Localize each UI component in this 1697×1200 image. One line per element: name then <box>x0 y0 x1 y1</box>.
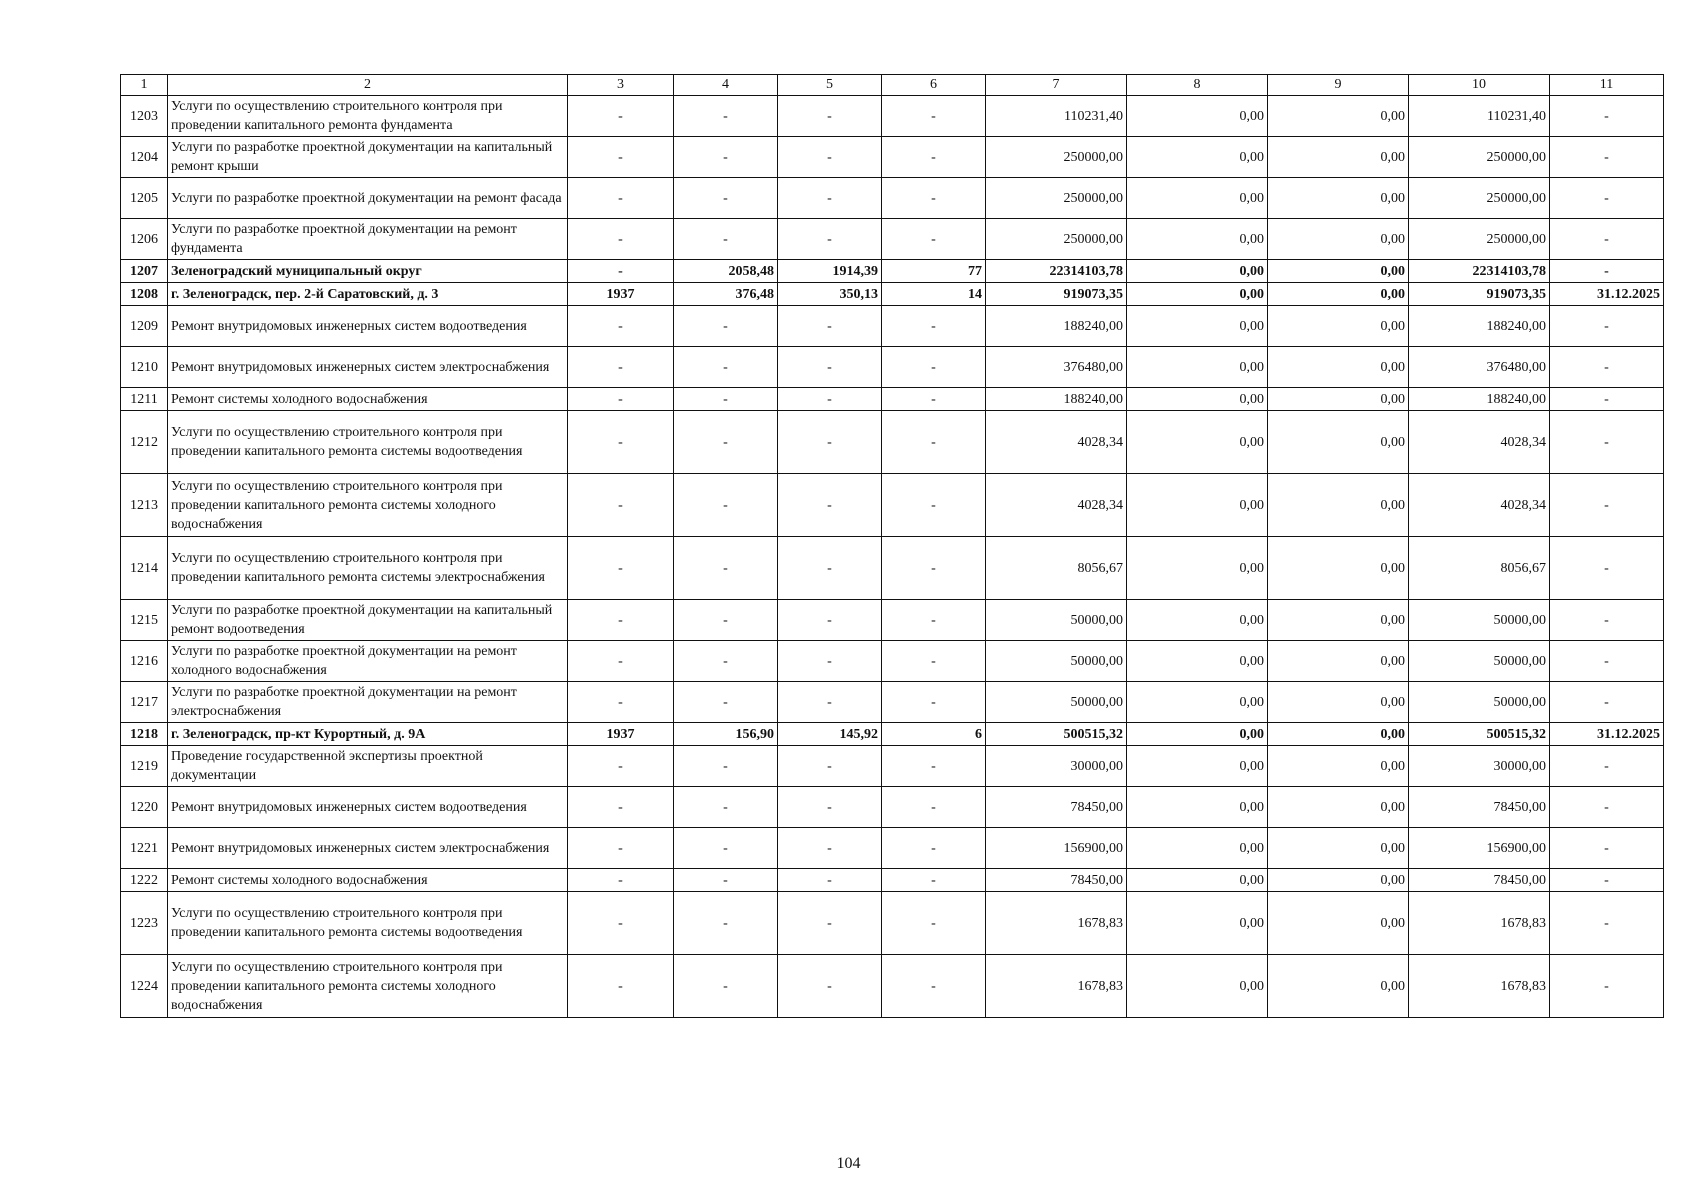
residents-count-cell: - <box>882 474 986 537</box>
living-area-cell: 350,13 <box>778 283 882 306</box>
living-area-cell: - <box>778 828 882 869</box>
fund-cost-cell: 0,00 <box>1127 474 1268 537</box>
budget-cost-cell: 0,00 <box>1268 723 1409 746</box>
residents-count-cell: - <box>882 219 986 260</box>
living-area-cell: - <box>778 600 882 641</box>
year-built-cell: - <box>568 955 674 1018</box>
column-header: 8 <box>1127 75 1268 96</box>
table-row <box>121 537 1664 600</box>
fund-cost-cell: 0,00 <box>1127 347 1268 388</box>
living-area-cell: - <box>778 96 882 137</box>
total-cost-cell: 8056,67 <box>986 537 1127 600</box>
owners-cost-cell: 919073,35 <box>1409 283 1550 306</box>
total-cost-cell: 500515,32 <box>986 723 1127 746</box>
living-area-cell: - <box>778 746 882 787</box>
year-built-cell: 1937 <box>568 283 674 306</box>
living-area-cell: - <box>778 869 882 892</box>
fund-cost-cell: 0,00 <box>1127 96 1268 137</box>
living-area-cell: - <box>778 641 882 682</box>
completion-date-cell: - <box>1550 600 1664 641</box>
item-name-cell: Ремонт внутридомовых инженерных систем водоотведения <box>168 306 568 347</box>
item-name-cell: Услуги по осуществлению строительного контроля при проведении капитального ремонта системы холодного водоснабжения <box>168 955 568 1018</box>
total-cost-cell: 250000,00 <box>986 178 1127 219</box>
table-row <box>121 787 1664 828</box>
column-header: 11 <box>1550 75 1664 96</box>
total-area-cell: - <box>674 828 778 869</box>
year-built-cell: - <box>568 260 674 283</box>
table-row <box>121 137 1664 178</box>
column-header: 2 <box>168 75 568 96</box>
budget-cost-cell: 0,00 <box>1268 178 1409 219</box>
fund-cost-cell: 0,00 <box>1127 537 1268 600</box>
budget-cost-cell: 0,00 <box>1268 537 1409 600</box>
item-name-cell: Ремонт системы холодного водоснабжения <box>168 388 568 411</box>
total-cost-cell: 250000,00 <box>986 219 1127 260</box>
owners-cost-cell: 250000,00 <box>1409 219 1550 260</box>
total-area-cell: - <box>674 137 778 178</box>
row-number-cell: 1217 <box>121 682 168 723</box>
budget-cost-cell: 0,00 <box>1268 869 1409 892</box>
row-number-cell: 1216 <box>121 641 168 682</box>
fund-cost-cell: 0,00 <box>1127 869 1268 892</box>
row-number-cell: 1209 <box>121 306 168 347</box>
row-number-cell: 1213 <box>121 474 168 537</box>
column-header: 6 <box>882 75 986 96</box>
item-name-cell: Услуги по разработке проектной документации на ремонт холодного водоснабжения <box>168 641 568 682</box>
total-cost-cell: 50000,00 <box>986 682 1127 723</box>
row-number-cell: 1204 <box>121 137 168 178</box>
budget-cost-cell: 0,00 <box>1268 600 1409 641</box>
total-area-cell: - <box>674 955 778 1018</box>
year-built-cell: - <box>568 388 674 411</box>
fund-cost-cell: 0,00 <box>1127 388 1268 411</box>
total-cost-cell: 50000,00 <box>986 600 1127 641</box>
completion-date-cell: - <box>1550 682 1664 723</box>
owners-cost-cell: 188240,00 <box>1409 306 1550 347</box>
total-area-cell: - <box>674 219 778 260</box>
completion-date-cell: - <box>1550 388 1664 411</box>
completion-date-cell: - <box>1550 787 1664 828</box>
owners-cost-cell: 250000,00 <box>1409 137 1550 178</box>
fund-cost-cell: 0,00 <box>1127 641 1268 682</box>
fund-cost-cell: 0,00 <box>1127 260 1268 283</box>
total-area-cell: - <box>674 347 778 388</box>
item-name-cell: Проведение государственной экспертизы проектной документации <box>168 746 568 787</box>
living-area-cell: - <box>778 137 882 178</box>
owners-cost-cell: 4028,34 <box>1409 474 1550 537</box>
year-built-cell: - <box>568 537 674 600</box>
owners-cost-cell: 78450,00 <box>1409 869 1550 892</box>
residents-count-cell: - <box>882 178 986 219</box>
table-row <box>121 388 1664 411</box>
budget-cost-cell: 0,00 <box>1268 787 1409 828</box>
row-number-cell: 1214 <box>121 537 168 600</box>
completion-date-cell: - <box>1550 96 1664 137</box>
budget-cost-cell: 0,00 <box>1268 682 1409 723</box>
completion-date-cell: - <box>1550 955 1664 1018</box>
total-cost-cell: 188240,00 <box>986 306 1127 347</box>
column-number-header-row <box>121 75 1664 96</box>
living-area-cell: 145,92 <box>778 723 882 746</box>
living-area-cell: - <box>778 892 882 955</box>
table-row <box>121 869 1664 892</box>
table-row <box>121 641 1664 682</box>
total-cost-cell: 188240,00 <box>986 388 1127 411</box>
year-built-cell: - <box>568 787 674 828</box>
owners-cost-cell: 156900,00 <box>1409 828 1550 869</box>
completion-date-cell: - <box>1550 892 1664 955</box>
year-built-cell: - <box>568 746 674 787</box>
table-row <box>121 178 1664 219</box>
page-number: 104 <box>836 1155 861 1172</box>
fund-cost-cell: 0,00 <box>1127 178 1268 219</box>
year-built-cell: - <box>568 347 674 388</box>
table-row <box>121 892 1664 955</box>
item-name-cell: Зеленоградский муниципальный округ <box>168 260 568 283</box>
year-built-cell: - <box>568 474 674 537</box>
living-area-cell: - <box>778 347 882 388</box>
budget-cost-cell: 0,00 <box>1268 892 1409 955</box>
budget-cost-cell: 0,00 <box>1268 137 1409 178</box>
total-cost-cell: 250000,00 <box>986 137 1127 178</box>
row-number-cell: 1205 <box>121 178 168 219</box>
row-number-cell: 1223 <box>121 892 168 955</box>
row-number-cell: 1208 <box>121 283 168 306</box>
total-cost-cell: 376480,00 <box>986 347 1127 388</box>
total-area-cell: - <box>674 892 778 955</box>
completion-date-cell: - <box>1550 869 1664 892</box>
table-body <box>121 96 1664 1018</box>
owners-cost-cell: 1678,83 <box>1409 955 1550 1018</box>
item-name-cell: Ремонт внутридомовых инженерных систем электроснабжения <box>168 828 568 869</box>
owners-cost-cell: 250000,00 <box>1409 178 1550 219</box>
owners-cost-cell: 8056,67 <box>1409 537 1550 600</box>
total-area-cell: - <box>674 388 778 411</box>
column-header: 9 <box>1268 75 1409 96</box>
budget-cost-cell: 0,00 <box>1268 474 1409 537</box>
budget-cost-cell: 0,00 <box>1268 955 1409 1018</box>
row-number-cell: 1220 <box>121 787 168 828</box>
budget-cost-cell: 0,00 <box>1268 283 1409 306</box>
living-area-cell: - <box>778 178 882 219</box>
fund-cost-cell: 0,00 <box>1127 746 1268 787</box>
residents-count-cell: - <box>882 828 986 869</box>
row-number-cell: 1221 <box>121 828 168 869</box>
fund-cost-cell: 0,00 <box>1127 723 1268 746</box>
table-row <box>121 283 1664 306</box>
residents-count-cell: - <box>882 411 986 474</box>
residents-count-cell: - <box>882 347 986 388</box>
item-name-cell: Услуги по разработке проектной документации на ремонт фундамента <box>168 219 568 260</box>
fund-cost-cell: 0,00 <box>1127 411 1268 474</box>
fund-cost-cell: 0,00 <box>1127 682 1268 723</box>
item-name-cell: Услуги по осуществлению строительного контроля при проведении капитального ремонта системы водоотведения <box>168 892 568 955</box>
residents-count-cell: 14 <box>882 283 986 306</box>
residents-count-cell: - <box>882 892 986 955</box>
completion-date-cell: - <box>1550 178 1664 219</box>
residents-count-cell: - <box>882 955 986 1018</box>
budget-cost-cell: 0,00 <box>1268 828 1409 869</box>
fund-cost-cell: 0,00 <box>1127 600 1268 641</box>
table-row <box>121 347 1664 388</box>
total-cost-cell: 1678,83 <box>986 955 1127 1018</box>
year-built-cell: - <box>568 641 674 682</box>
living-area-cell: - <box>778 411 882 474</box>
item-name-cell: Услуги по осуществлению строительного контроля при проведении капитального ремонта фундамента <box>168 96 568 137</box>
table-row <box>121 219 1664 260</box>
fund-cost-cell: 0,00 <box>1127 283 1268 306</box>
row-number-cell: 1203 <box>121 96 168 137</box>
total-area-cell: 156,90 <box>674 723 778 746</box>
total-area-cell: - <box>674 537 778 600</box>
residents-count-cell: - <box>882 869 986 892</box>
item-name-cell: Ремонт внутридомовых инженерных систем электроснабжения <box>168 347 568 388</box>
table-row <box>121 746 1664 787</box>
column-header: 1 <box>121 75 168 96</box>
residents-count-cell: - <box>882 746 986 787</box>
total-area-cell: - <box>674 306 778 347</box>
table-row <box>121 260 1664 283</box>
completion-date-cell: 31.12.2025 <box>1550 283 1664 306</box>
fund-cost-cell: 0,00 <box>1127 787 1268 828</box>
residents-count-cell: - <box>882 137 986 178</box>
total-cost-cell: 78450,00 <box>986 869 1127 892</box>
year-built-cell: - <box>568 411 674 474</box>
total-cost-cell: 4028,34 <box>986 474 1127 537</box>
budget-cost-cell: 0,00 <box>1268 641 1409 682</box>
living-area-cell: - <box>778 682 882 723</box>
table-row <box>121 682 1664 723</box>
residents-count-cell: - <box>882 600 986 641</box>
total-area-cell: - <box>674 411 778 474</box>
budget-cost-cell: 0,00 <box>1268 347 1409 388</box>
row-number-cell: 1215 <box>121 600 168 641</box>
living-area-cell: - <box>778 219 882 260</box>
budget-cost-cell: 0,00 <box>1268 260 1409 283</box>
fund-cost-cell: 0,00 <box>1127 892 1268 955</box>
living-area-cell: - <box>778 537 882 600</box>
total-area-cell: 2058,48 <box>674 260 778 283</box>
year-built-cell: - <box>568 682 674 723</box>
completion-date-cell: - <box>1550 137 1664 178</box>
residents-count-cell: - <box>882 641 986 682</box>
year-built-cell: - <box>568 137 674 178</box>
total-cost-cell: 78450,00 <box>986 787 1127 828</box>
year-built-cell: - <box>568 219 674 260</box>
item-name-cell: Услуги по осуществлению строительного контроля при проведении капитального ремонта системы водоотведения <box>168 411 568 474</box>
total-cost-cell: 156900,00 <box>986 828 1127 869</box>
total-cost-cell: 30000,00 <box>986 746 1127 787</box>
budget-cost-cell: 0,00 <box>1268 96 1409 137</box>
row-number-cell: 1211 <box>121 388 168 411</box>
table-row <box>121 828 1664 869</box>
item-name-cell: г. Зеленоградск, пер. 2-й Саратовский, д. 3 <box>168 283 568 306</box>
item-name-cell: г. Зеленоградск, пр-кт Курортный, д. 9А <box>168 723 568 746</box>
year-built-cell: - <box>568 306 674 347</box>
item-name-cell: Услуги по разработке проектной документации на ремонт фасада <box>168 178 568 219</box>
year-built-cell: - <box>568 828 674 869</box>
budget-cost-cell: 0,00 <box>1268 388 1409 411</box>
completion-date-cell: - <box>1550 537 1664 600</box>
row-number-cell: 1218 <box>121 723 168 746</box>
total-area-cell: 376,48 <box>674 283 778 306</box>
owners-cost-cell: 22314103,78 <box>1409 260 1550 283</box>
completion-date-cell: - <box>1550 219 1664 260</box>
table-row <box>121 600 1664 641</box>
column-header: 3 <box>568 75 674 96</box>
budget-cost-cell: 0,00 <box>1268 219 1409 260</box>
owners-cost-cell: 376480,00 <box>1409 347 1550 388</box>
owners-cost-cell: 50000,00 <box>1409 682 1550 723</box>
item-name-cell: Ремонт системы холодного водоснабжения <box>168 869 568 892</box>
total-area-cell: - <box>674 96 778 137</box>
total-area-cell: - <box>674 474 778 537</box>
column-header: 5 <box>778 75 882 96</box>
table-row <box>121 723 1664 746</box>
completion-date-cell: - <box>1550 347 1664 388</box>
table-row <box>121 96 1664 137</box>
row-number-cell: 1219 <box>121 746 168 787</box>
owners-cost-cell: 1678,83 <box>1409 892 1550 955</box>
year-built-cell: 1937 <box>568 723 674 746</box>
row-number-cell: 1222 <box>121 869 168 892</box>
table-row <box>121 474 1664 537</box>
budget-cost-cell: 0,00 <box>1268 746 1409 787</box>
total-area-cell: - <box>674 746 778 787</box>
row-number-cell: 1224 <box>121 955 168 1018</box>
row-number-cell: 1210 <box>121 347 168 388</box>
item-name-cell: Услуги по разработке проектной документации на капитальный ремонт водоотведения <box>168 600 568 641</box>
residents-count-cell: - <box>882 787 986 828</box>
residents-count-cell: 6 <box>882 723 986 746</box>
completion-date-cell: - <box>1550 474 1664 537</box>
budget-cost-cell: 0,00 <box>1268 306 1409 347</box>
total-area-cell: - <box>674 869 778 892</box>
completion-date-cell: - <box>1550 411 1664 474</box>
year-built-cell: - <box>568 600 674 641</box>
owners-cost-cell: 4028,34 <box>1409 411 1550 474</box>
item-name-cell: Ремонт внутридомовых инженерных систем водоотведения <box>168 787 568 828</box>
total-area-cell: - <box>674 600 778 641</box>
living-area-cell: 1914,39 <box>778 260 882 283</box>
living-area-cell: - <box>778 306 882 347</box>
completion-date-cell: - <box>1550 828 1664 869</box>
completion-date-cell: - <box>1550 260 1664 283</box>
item-name-cell: Услуги по осуществлению строительного контроля при проведении капитального ремонта системы холодного водоснабжения <box>168 474 568 537</box>
row-number-cell: 1206 <box>121 219 168 260</box>
item-name-cell: Услуги по осуществлению строительного контроля при проведении капитального ремонта системы электроснабжения <box>168 537 568 600</box>
residents-count-cell: - <box>882 96 986 137</box>
total-cost-cell: 919073,35 <box>986 283 1127 306</box>
completion-date-cell: 31.12.2025 <box>1550 723 1664 746</box>
total-area-cell: - <box>674 641 778 682</box>
column-header: 10 <box>1409 75 1550 96</box>
total-cost-cell: 4028,34 <box>986 411 1127 474</box>
completion-date-cell: - <box>1550 746 1664 787</box>
column-header: 4 <box>674 75 778 96</box>
residents-count-cell: - <box>882 537 986 600</box>
table-row <box>121 955 1664 1018</box>
owners-cost-cell: 500515,32 <box>1409 723 1550 746</box>
total-cost-cell: 50000,00 <box>986 641 1127 682</box>
total-cost-cell: 1678,83 <box>986 892 1127 955</box>
total-area-cell: - <box>674 178 778 219</box>
item-name-cell: Услуги по разработке проектной документации на капитальный ремонт крыши <box>168 137 568 178</box>
table-row <box>121 411 1664 474</box>
owners-cost-cell: 78450,00 <box>1409 787 1550 828</box>
living-area-cell: - <box>778 955 882 1018</box>
item-name-cell: Услуги по разработке проектной документации на ремонт электроснабжения <box>168 682 568 723</box>
completion-date-cell: - <box>1550 306 1664 347</box>
fund-cost-cell: 0,00 <box>1127 137 1268 178</box>
residents-count-cell: - <box>882 388 986 411</box>
total-area-cell: - <box>674 682 778 723</box>
year-built-cell: - <box>568 96 674 137</box>
year-built-cell: - <box>568 178 674 219</box>
fund-cost-cell: 0,00 <box>1127 955 1268 1018</box>
fund-cost-cell: 0,00 <box>1127 306 1268 347</box>
living-area-cell: - <box>778 474 882 537</box>
capital-repair-table <box>120 74 1664 1018</box>
year-built-cell: - <box>568 869 674 892</box>
owners-cost-cell: 50000,00 <box>1409 641 1550 682</box>
living-area-cell: - <box>778 787 882 828</box>
row-number-cell: 1207 <box>121 260 168 283</box>
row-number-cell: 1212 <box>121 411 168 474</box>
total-cost-cell: 110231,40 <box>986 96 1127 137</box>
owners-cost-cell: 50000,00 <box>1409 600 1550 641</box>
table-row <box>121 306 1664 347</box>
fund-cost-cell: 0,00 <box>1127 219 1268 260</box>
owners-cost-cell: 110231,40 <box>1409 96 1550 137</box>
budget-cost-cell: 0,00 <box>1268 411 1409 474</box>
completion-date-cell: - <box>1550 641 1664 682</box>
residents-count-cell: 77 <box>882 260 986 283</box>
living-area-cell: - <box>778 388 882 411</box>
residents-count-cell: - <box>882 682 986 723</box>
total-cost-cell: 22314103,78 <box>986 260 1127 283</box>
residents-count-cell: - <box>882 306 986 347</box>
owners-cost-cell: 30000,00 <box>1409 746 1550 787</box>
column-header: 7 <box>986 75 1127 96</box>
fund-cost-cell: 0,00 <box>1127 828 1268 869</box>
year-built-cell: - <box>568 892 674 955</box>
total-area-cell: - <box>674 787 778 828</box>
owners-cost-cell: 188240,00 <box>1409 388 1550 411</box>
